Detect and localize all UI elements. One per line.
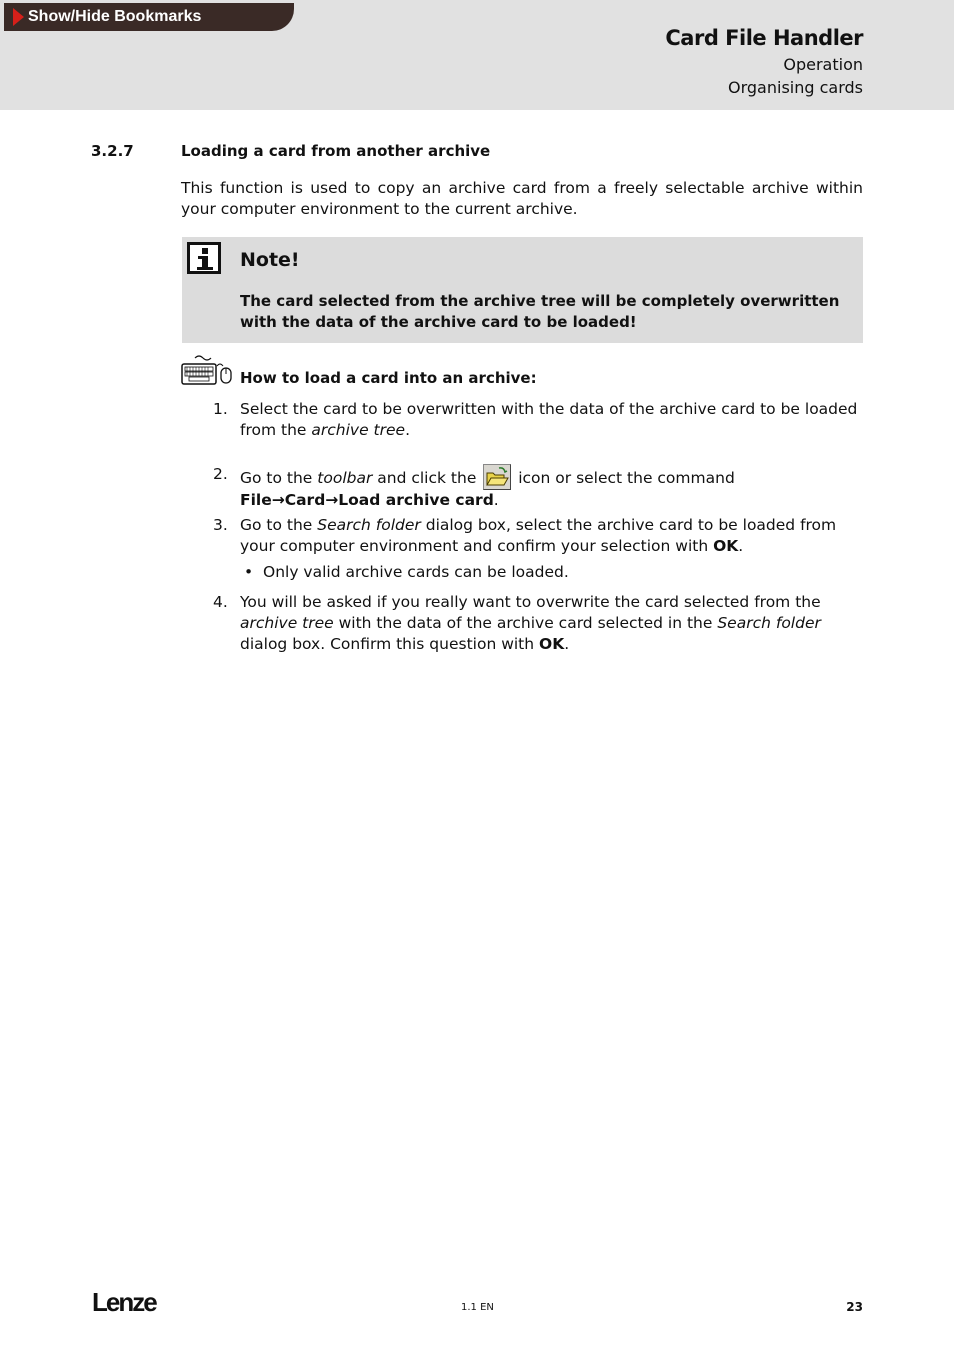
header-section: Organising cards (728, 78, 863, 97)
menu-command: File→Card→Load archive card (240, 491, 494, 509)
section-title: Loading a card from another archive (181, 142, 491, 160)
note-heading: Note! (240, 249, 300, 271)
bullet-icon: • (244, 563, 254, 581)
info-icon (187, 242, 221, 274)
note-box (182, 237, 863, 343)
keyboard-mouse-icon (181, 354, 235, 388)
show-hide-bookmarks-button[interactable] (4, 3, 294, 31)
triangle-right-icon (13, 8, 24, 26)
company-logo: Lenze (92, 1287, 156, 1317)
note-text: The card selected from the archive tree will be completely overwritten with the data of the archive card to be loaded! (240, 292, 840, 331)
document-title: Card File Handler (665, 26, 863, 50)
bookmarks-label: Show/Hide Bookmarks (28, 8, 202, 25)
page-number: 23 (846, 1300, 863, 1314)
page-header (0, 0, 954, 110)
header-chapter: Operation (783, 55, 863, 74)
howto-heading: How to load a card into an archive: (240, 369, 537, 387)
open-folder-icon[interactable] (483, 464, 511, 490)
document-version: 1.1 EN (461, 1302, 494, 1313)
section-number: 3.2.7 (91, 142, 134, 160)
intro-paragraph: This function is used to copy an archive card from a freely selectable archive within your computer environment to the current archive. (181, 179, 863, 218)
